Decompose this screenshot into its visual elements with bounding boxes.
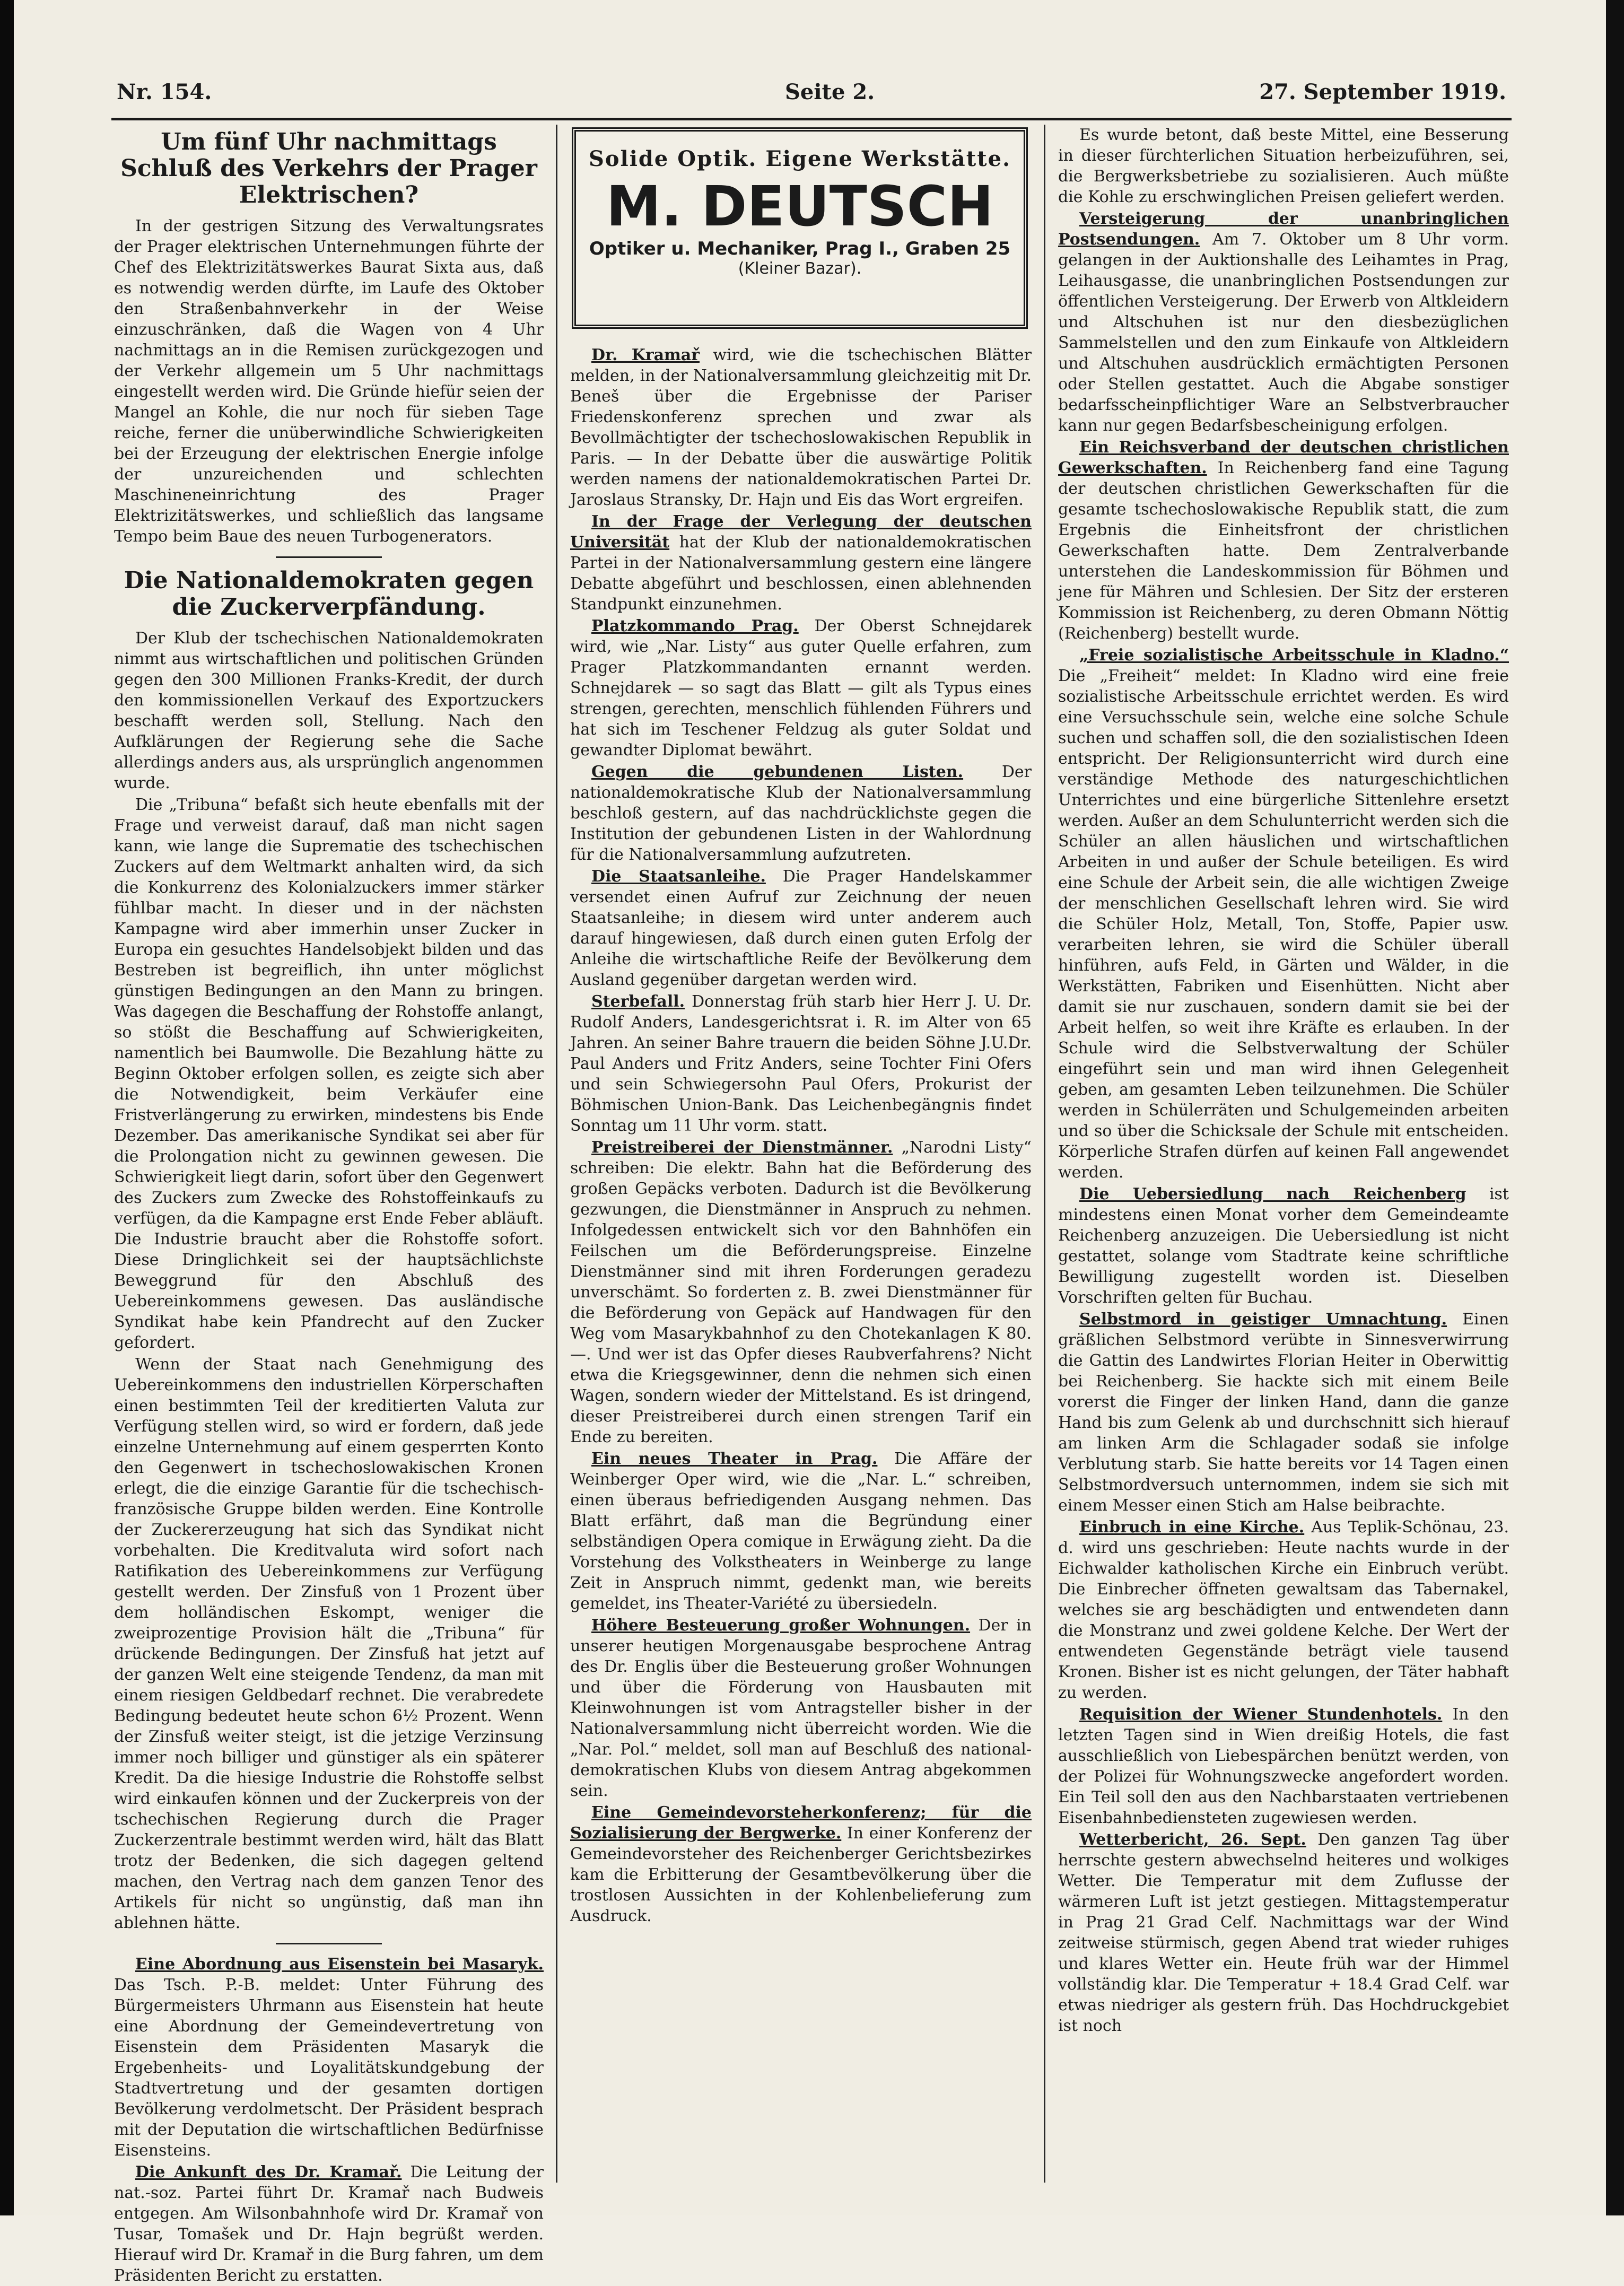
column-3 <box>1058 125 1509 2183</box>
news-item <box>570 1802 1032 1926</box>
advertisement <box>572 127 1028 329</box>
column-divider <box>1044 125 1045 2183</box>
news-heading: Wetterbericht, 26. Sept. <box>1079 1830 1306 1849</box>
news-heading: Sterbefall. <box>591 992 685 1011</box>
news-text: Die „Freiheit“ meldet: In Kladno wird eine freie sozialistische Arbeitsschule errichtet werden. Es wird eine Versuchsschule sein, welche eine solche Schule suchen und schaffen soll, die den sozialistischen Ideen entspricht. Der Religionsunterricht wird durch eine verständige Methode des naturgeschichtlichen Unterrichtes und eine bürgerliche Sittenlehre ersetzt werden. Außer an dem Schulunterricht werden sich die Schüler an allen häuslichen und wirtschaftlichen Arbeiten in und außer der Schule beteiligen. Es wird eine Schule der Arbeit sein, die alle wichtigen Zweige der menschlichen Gesellschaft lehren wird. Sie wird die Schüler Holz, Metall, Ton, Stoffe, Papier usw. verarbeiten lehren, sie wird die Schüler überall hinführen, aufs Feld, in Gärten und Wälder, in die Werkstätten, Fabriken und Eisenhütten. Nicht aber damit sie nur zuschauen, sondern damit sie bei der Arbeit helfen, so weit ihre Kräfte es erlauben. In der Schule wird die Selbstverwaltung der Schüler eingeführt sein und man wird ihnen Gelegenheit geben, am gesamten Leben teilzunehmen. Die Schüler werden in Schülerräten und Schulgemeinden arbeiten und so über die Schicksale der Schule mit entscheiden. Körperliche Strafen dürfen auf keinen Fall angewendet werden. <box>1058 667 1509 1182</box>
news-item <box>1058 1517 1509 1703</box>
news-item <box>570 866 1032 990</box>
news-item <box>1058 208 1509 436</box>
news-text: Die Leitung der nat.-soz. Partei führt Dr. Kramař nach Budweis entgegen. Am Wilsonbahnhofe wird Dr. Kramař von Tusar, Tomašek und Dr. Hajn begrüßt werden. Hierauf wird Dr. Kramař in die Burg fahren, um dem Präsidenten Bericht zu erstatten. <box>114 2163 544 2285</box>
news-text: Der nationaldemokratische Klub der Nationalversammlung beschloß gestern, auf das nachdrücklichste gegen die Institution der gebundenen Listen in der Wahlordnung für die Nationalversammlung aufzutreten. <box>570 763 1032 864</box>
separator <box>276 556 382 558</box>
headline-sugar: Die Nationaldemokraten gegen die Zuckerverpfändung. <box>124 567 534 621</box>
news-item <box>570 762 1032 865</box>
article-text: Die „Tribuna“ befaßt sich heute ebenfalls mit der Frage und verweist darauf, daß man nicht sagen kann, wie lange die Suprematie des tschechischen Zuckers auf dem Weltmarkt anhalten wird, da sich die Konkurrenz des Kolonialzuckers immer stärker fühlbar macht. In dieser und in der nächsten Kampagne wird aber immerhin unser Zucker in Europa ein gesuchtes Handelsobjekt bilden und das Bestreben ist begreiflich, ihn unter möglichst günstigen Bedingungen an den Mann zu bringen. Was dagegen die Beschaffung der Rohstoffe anlangt, so stößt die Beschaffung auf Schwierigkeiten, namentlich bei Baumwolle. Die Bezahlung hätte zu Beginn Oktober erfolgen sollen, es zeigte sich aber die Notwendigkeit, beim Verkäufer eine Fristverlängerung zu erwirken, mindestens bis Ende Dezember. Das amerikanische Syndikat sei aber für die Prolongation nicht zu gewinnen gewesen. Die Schwierigkeit liegt darin, sofort über den Gegenwert des Zuckers zum Zwecke des Rohstoffeinkaufs zu verfügen, da die Kampagne erst Ende Feber abläuft. Die Industrie braucht aber die Rohstoffe sofort. Diese Dringlichkeit sei der hauptsächlichste Beweggrund für den Abschluß des Uebereinkommens gewesen. Das ausländische Syndikat habe kein Pfandrecht auf den Zucker gefordert. <box>114 796 544 1352</box>
news-text: Am 7. Oktober um 8 Uhr vorm. gelangen in der Auktionshalle des Leihamtes in Prag, Leihausgasse, die unanbringlichen Postsendungen zur öffentlichen Versteigerung. Der Erwerb von Altkleidern und Altschuhen ist nur den diesbezüglichen Sammelstellen und den zum Einkaufe von Altkleidern und Altschuhen ausdrücklich ermächtigten Personen oder Stellen gestattet. Auch die Abgabe sonstiger bedarfsscheinpflichtiger Ware an Selbstverbraucher kann nur gegen Bedarfsbescheinigung erfolgen. <box>1058 230 1509 435</box>
news-text: In einer Konferenz der Gemeindevorsteher des Reichenberger Gerichtsbezirkes kam die Erbitterung der Gesamtbevölkerung über die trostlosen Aussichten in der Kohlenbelieferung zum Ausdruck. <box>570 1824 1032 1925</box>
separator <box>276 1943 382 1944</box>
news-text: Den ganzen Tag über herrschte gestern abwechselnd heiteres und wolkiges Wetter. Die Temperatur mit dem Zuflusse der wärmeren Luft ist jetzt gestiegen. Mittagstemperatur in Prag 21 Grad Celf. Nachmittags war der Wind zeitweise stürmisch, gegen Abend trat wieder ruhiges und klares Wetter ein. Heute früh war der Himmel vollständig klar. Die Temperatur + 18.4 Grad Celf. war etwas niedriger als gestern früh. Das Hochdruckgebiet ist noch <box>1058 1830 1509 2035</box>
news-text: hat der Klub der nationaldemokratischen Partei in der Nationalversammlung gestern eine längere Debatte abgeführt und beschlossen, einen ablehnenden Standpunkt einzunehmen. <box>570 533 1032 614</box>
news-heading: Die Staatsanleihe. <box>591 867 766 886</box>
news-heading: Eine Abordnung aus Eisenstein bei Masaryk. <box>135 1955 544 1974</box>
news-heading: „Freie sozialistische Arbeitsschule in Kladno.“ <box>1079 646 1509 665</box>
news-heading: Ein neues Theater in Prag. <box>591 1450 878 1468</box>
news-item <box>114 1954 544 2161</box>
news-text: Der Oberst Schnejdarek wird, wie „Nar. Listy“ aus guter Quelle erfahren, zum Prager Platzkommandanten ernannt werden. Schnejdarek — so sagt das Blatt — gilt als Typus eines strengen, gerechten, menschlich fühlenden Führers und hat sich im Teschener Feldzug als guter Soldat und gewandter Diplomat bewährt. <box>570 617 1032 760</box>
news-heading: Die Uebersiedlung nach Reichenberg <box>1079 1185 1466 1203</box>
ad-bazar: (Kleiner Bazar). <box>738 259 862 278</box>
news-item <box>570 1615 1032 1801</box>
news-item <box>1058 437 1509 644</box>
news-heading: Dr. Kramař <box>591 346 700 364</box>
article-text: Der Klub der tschechischen Nationaldemokraten nimmt aus wirtschaftlichen und politischen Gründen gegen den 300 Millionen Franks-Kredit, der durch den kommissionellen Verkauf des Exportzuckers beschafft werden soll, Stellung. Nach den Aufklärungen der Regierung sehe die Sache allerdings anders aus, als ursprünglich angenommen wurde. <box>114 629 544 792</box>
news-item <box>570 1449 1032 1614</box>
news-text: ist mindestens einen Monat vorher dem Gemeindeamte Reichenberg anzuzeigen. Die Uebersiedlung ist nicht gestattet, solange vom Stadtrate keine schriftliche Bewilligung zugestellt worden ist. Dieselben Vorschriften gelten für Buchau. <box>1058 1185 1509 1307</box>
news-heading: Höhere Besteuerung großer Wohnungen. <box>591 1616 971 1635</box>
news-heading: Selbstmord in geistiger Umnachtung. <box>1079 1310 1447 1329</box>
article-text: In der gestrigen Sitzung des Verwaltungsrates der Prager elektrischen Unternehmungen führte der Chef des Elektrizitätswerkes Baurat Sixta aus, daß es notwendig werden dürfte, im Laufe des Oktober den Straßenbahnverkehr in der Weise einzuschränken, daß die Wagen von 4 Uhr nachmittags an in die Remisen zurückgezogen und der Verkehr allgemein um 5 Uhr nachmittags eingestellt werden wird. Die Gründe hiefür seien der Mangel an Kohle, die nur noch für sieben Tage reiche, ferner die unüberwindliche Schwierigkeiten bei der Erzeugung der elektrischen Energie infolge der unzureichenden und schlechten Maschineneinrichtung des Prager Elektrizitätswerkes, und schließlich das langsame Tempo beim Baue des neuen Turbogenerators. <box>114 217 544 546</box>
news-item <box>1058 645 1509 1183</box>
news-item <box>1058 1309 1509 1516</box>
news-text: Die Prager Handelskammer versendet einen Aufruf zur Zeichnung der neuen Staatsanleihe; in diesem wird unter anderem auch darauf hingewiesen, daß durch einen guten Erfolg der Anleihe die wirtschaftliche Reife der Bevölkerung dem Ausland gegenüber dargetan werden wird. <box>570 867 1032 989</box>
news-item <box>570 511 1032 615</box>
news-text: Die Affäre der Weinberger Oper wird, wie die „Nar. L.“ schreiben, einen überaus befriedigenden Ausgang nehmen. Das Blatt erfährt, daß man die Begründung einer selbständigen Opera comique in Erwägung zieht. Da die Vorstehung des Volkstheaters in Weinberge zu lange Zeit in Anspruch nimmt, gedenkt man, wie bereits gemeldet, ins Theater-Variété zu übersiedeln. <box>570 1450 1032 1613</box>
news-continuation: Es wurde betont, daß beste Mittel, eine Besserung in dieser fürchterlichen Situation herbeizuführen, sei, die Bergwerksbetriebe zu sozialisieren. Auch müßte die Kohle zu erschwinglichen Preisen geliefert werden. <box>1058 126 1509 206</box>
news-item <box>570 345 1032 510</box>
ad-tagline: Solide Optik. Eigene Werkstätte. <box>588 146 1011 171</box>
news-heading: Eine Gemeindevorsteherkonferenz; für die Sozialisierung der Bergwerke. <box>570 1803 1032 1843</box>
news-item <box>570 1137 1032 1447</box>
news-heading: Ein Reichsverband der deutschen christlichen Gewerkschaften. <box>1058 438 1509 477</box>
masthead <box>111 80 1506 117</box>
news-heading: Einbruch in eine Kirche. <box>1079 1518 1305 1537</box>
news-heading: In der Frage der Verlegung der deutschen Universität <box>570 512 1032 552</box>
news-text: In den letzten Tagen sind in Wien dreißig Hotels, die fast ausschließlich von Liebespärchen benützt werden, von der Polizei für Wohnungszwecke angefordert worden. Ein Teil soll den aus den Nachbarstaaten vertriebenen Eisenbahnbediensteten zugewiesen werden. <box>1058 1705 1509 1827</box>
issue-number: Nr. 154. <box>117 80 212 104</box>
news-item <box>1058 1829 1509 2036</box>
headline-tram: Um fünf Uhr nachmittags Schluß des Verkehrs der Prager Elektrischen? <box>120 128 537 208</box>
news-heading: Platzkommando Prag. <box>591 617 799 635</box>
scan-edge-right <box>1606 0 1624 2215</box>
news-item <box>1058 1184 1509 1308</box>
news-item <box>570 616 1032 761</box>
column-2 <box>570 345 1032 2183</box>
news-text: In Reichenberg fand eine Tagung der deutschen christlichen Gewerkschaften für die gesamte tschechoslowakische Republik statt, die zum Ergebnis die Einheitsfront der christlichen Gewerkschaften hatte. Dem Zentralverbande unterstehen die Landeskommission für Böhmen und jene für Mähren und Schlesien. Der Sitz der ersteren Kommission ist Reichenberg, zu deren Obmann Nöttig (Reichenberg) bestellt wurde. <box>1058 459 1509 643</box>
news-item <box>570 991 1032 1136</box>
issue-date: 27. September 1919. <box>1259 80 1506 104</box>
article-text: Wenn der Staat nach Genehmigung des Uebereinkommens den industriellen Körperschaften einen bestimmten Teil der kreditierten Valuta zur Verfügung stellen wird, so wird er fordern, daß jede einzelne Unternehmung auf einem gesperrten Konto den Gegenwert in tschechoslowakischen Kronen erlegt, die die einzige Garantie für die tschechisch-französische Gruppe bilden werden. Eine Kontrolle der Zuckererzeugung hat sich das Syndikat nicht vorbehalten. Die Kreditvaluta wird sofort nach Ratifikation des Uebereinkommens zur Verfügung gestellt werden. Der Zinsfuß von 1 Prozent über dem holländischen Eskompt, weniger die zweiprozentige Provision hält die „Tribuna“ für drückende Bedingungen. Der Zinsfuß hat jetzt auf der ganzen Welt eine steigende Tendenz, da man mit einem riesigen Geldbedarf rechnet. Die verabredete Bedingung bedeutet heute schon 6½ Prozent. Wenn der Zinsfuß weiter steigt, ist die jetzige Verzinsung immer noch billiger und günstiger als ein späterer Kredit. Da die hiesige Industrie die Rohstoffe selbst wird einkaufen können und der Zuckerpreis von der tschechischen Regierung durch die Prager Zuckerzentrale bestimmt werden wird, hält das Blatt trotz der Bedenken, die sich dagegen geltend machen, den Vertrag nach dem ganzen Tenor des Artikels für nicht so ungünstig, daß man ihn ablehnen hätte. <box>114 1355 544 1932</box>
ad-address: Optiker u. Mechaniker, Prag I., Graben 25 <box>589 238 1011 259</box>
news-heading: Die Ankunft des Dr. Kramař. <box>135 2163 402 2182</box>
news-text: Das Tsch. P.-B. meldet: Unter Führung des Bürgermeisters Uhrmann aus Eisenstein hat heute eine Abordnung der Gemeindevertretung von Eisenstein dem Präsidenten Masaryk die Ergebenheits- und Loyalitätskundgebung der Stadtvertretung und der gesamten dortigen Bevölkerung verdolmetscht. Der Präsident besprach mit der Deputation die wirtschaftlichen Bedürfnisse Eisensteins. <box>114 1976 544 2160</box>
page-number: Seite 2. <box>785 80 875 104</box>
news-item <box>1058 1704 1509 1828</box>
scan-edge-left <box>0 0 14 2215</box>
column-1 <box>114 125 544 2285</box>
news-text: Der in unserer heutigen Morgenausgabe besprochene Antrag des Dr. Englis über die Besteuerung großer Wohnungen und über die Förderung von Hausbauten mit Kleinwohnungen ist vom Antragsteller bisher in der Nationalversammlung nicht überreicht worden. Wie die „Nar. Pol.“ meldet, soll man auf Beschluß des national-demokratischen Klubs von diesem Antrag abgekommen sein. <box>570 1616 1032 1800</box>
news-text: „Narodni Listy“ schreiben: Die elektr. Bahn hat die Beförderung des großen Gepäcks verboten. Dadurch ist die Bevölkerung gezwungen, die Dienstmänner in Anspruch zu nehmen. Infolgedessen entwickelt sich vor den Bahnhöfen ein Feilschen um die Beförderungspreise. Einzelne Dienstmänner sind mit ihren Forderungen geradezu unverschämt. So forderten z. B. zwei Dienstmänner für die Beförderung von Gepäck auf Handwagen für den Weg vom Masarykbahnhof zu den Chotekanlagen K 80.—. Und wer ist das Opfer dieses Raubverfahrens? Nicht etwa die Kriegsgewinner, denn die nehmen sich einen Wagen, sondern wieder der Mittelstand. Es ist dringend, dieser Preistreiberei durch einen strengen Tarif ein Ende zu bereiten. <box>570 1138 1032 1446</box>
column-divider <box>556 125 557 2183</box>
news-heading: Versteigerung der unanbringlichen Postsendungen. <box>1058 210 1509 249</box>
ad-company-name: M. DEUTSCH <box>606 174 994 239</box>
news-text: Einen gräßlichen Selbstmord verübte in Sinnesverwirrung die Gattin des Landwirtes Florian Heiter in Oberwittig bei Reichenberg. Sie hackte sich mit einem Beile vorerst die Finger der linken Hand, dann die ganze Hand bis zum Gelenk ab und durchschnitt sich hierauf am linken Arm die Schlagader sodaß sie infolge Verblutung starb. Sie hatte bereits vor 14 Tagen einen Selbstmordversuch unternommen, indem sie sich mit einem Messer einen Stich am Halse beibrachte. <box>1058 1310 1509 1515</box>
news-item <box>114 2162 544 2286</box>
news-heading: Requisition der Wiener Stundenhotels. <box>1079 1705 1443 1724</box>
news-text: wird, wie die tschechischen Blätter melden, in der Nationalversammlung gleichzeitig mit Dr. Beneš über die Ergebnisse der Pariser Friedenskonferenz sprechen und zwar als Bevollmächtigter der tschechoslowakischen Republik in Paris. — In der Debatte über die auswärtige Politik werden namens der nationaldemokratischen Partei Dr. Jaroslaus Stransky, Dr. Hajn und Eis das Wort ergreifen. <box>570 346 1032 509</box>
news-text: Donnerstag früh starb hier Herr J. U. Dr. Rudolf Anders, Landesgerichtsrat i. R. im Alter von 65 Jahren. An seiner Bahre trauern die beiden Söhne J.U.Dr. Paul Anders und Fritz Anders, seine Tochter Fini Ofers und sein Schwiegersohn Paul Ofers, Prokurist der Böhmischen Union-Bank. Das Leichenbegängnis findet Sonntag um 11 Uhr vorm. statt. <box>570 992 1032 1135</box>
news-heading: Preistreiberei der Dienstmänner. <box>591 1138 893 1157</box>
news-heading: Gegen die gebundenen Listen. <box>591 763 964 781</box>
news-text: Aus Teplik-Schönau, 23. d. wird uns geschrieben: Heute nachts wurde in der Eichwalder katholischen Kirche ein Einbruch verübt. Die Einbrecher öffneten gewaltsam das Tabernakel, welches sie arg beschädigten und entwendeten dann die Monstranz und zwei goldene Kelche. Der Wert der entwendeten Gegenstände beträgt viele tausend Kronen. Bisher ist es nicht gelungen, der Täter habhaft zu werden. <box>1058 1518 1509 1702</box>
masthead-rule <box>111 118 1512 120</box>
